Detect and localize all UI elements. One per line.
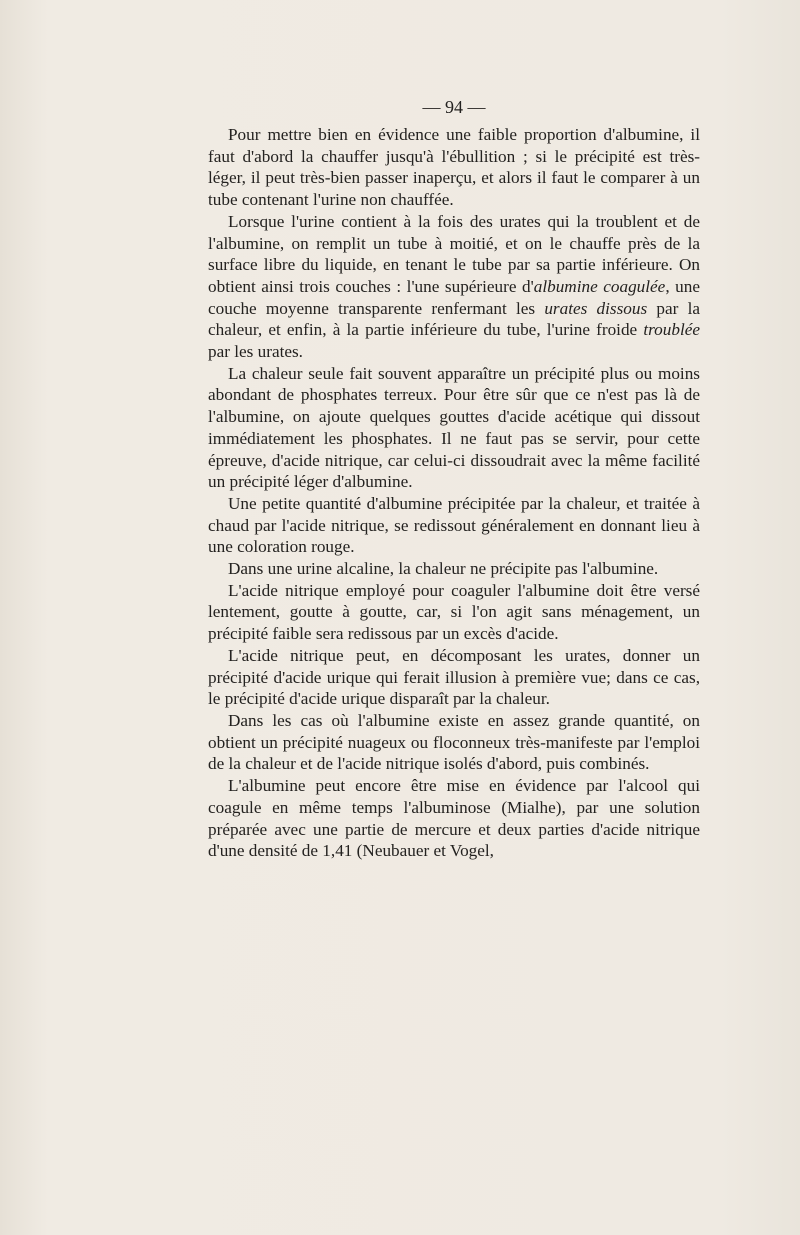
page-text-block	[208, 96, 700, 862]
paragraph	[208, 211, 700, 363]
text-run: La chaleur seule fait souvent apparaître un précipité plus ou moins abondant de phosphates terreux. Pour être sûr que ce n'est pas là de l'albumine, on ajoute quelques gouttes d'acide acétique qui dissout immédiatement les phosphates. Il ne faut pas se servir, pour cette épreuve, d'acide nitrique, car celui-ci dissoudrait avec la même facilité un précipité léger d'albumine.	[208, 363, 700, 492]
text-run: L'albumine peut encore être mise en évidence par l'alcool qui coagule en même temps l'albuminose (Mialhe), par une solution préparée avec une partie de mercure et deux parties d'acide nitrique d'une densité de 1,41 (Neubauer et Vogel,	[208, 776, 700, 861]
italic-term: albumine coagulée	[533, 276, 666, 296]
body-text	[208, 124, 700, 862]
text-run: par la chaleur, et enfin, à la partie inférieure du tube, l'urine froide	[208, 298, 700, 340]
text-run: , une couche moyenne transparente renfermant les	[208, 276, 700, 318]
text-run: L'acide nitrique employé pour coaguler l'albumine doit être versé lentement, goutte à goutte, car, si l'on agit sans ménagement, un précipité faible sera redissous par un excès d'acide.	[208, 580, 700, 644]
text-run: Lorsque l'urine contient à la fois des urates qui la troublent et de l'albumine, on remplit un tube à moitié, et on le chauffe près de la surface libre du liquide, en tenant le tube par sa partie inférieure. On obtient ainsi trois couches : l'une supérieure d'	[208, 211, 700, 296]
text-run: L'acide nitrique peut, en décomposant les urates, donner un précipité d'acide urique qui ferait illusion à première vue; dans ce cas, le précipité d'acide urique disparaît par la chaleur.	[208, 645, 700, 709]
paragraph	[208, 775, 700, 862]
italic-term: troublée	[643, 320, 700, 340]
paragraph	[208, 124, 700, 211]
paragraph	[208, 493, 700, 558]
text-run: Pour mettre bien en évidence une faible proportion d'albumine, il faut d'abord la chauffer jusqu'à l'ébullition ; si le précipité est très-léger, il peut très-bien passer inaperçu, et alors il faut le comparer à un tube contenant l'urine non chauffée.	[208, 125, 700, 210]
text-run: Dans les cas où l'albumine existe en assez grande quantité, on obtient un précipité nuageux ou floconneux très-manifeste par l'emploi de la chaleur et de l'acide nitrique isolés d'abord, puis combinés.	[208, 710, 700, 774]
paragraph	[208, 645, 700, 710]
text-run: Dans une urine alcaline, la chaleur ne précipite pas l'albumine.	[228, 559, 659, 579]
page-number: — 94 —	[422, 97, 486, 117]
text-run: Une petite quantité d'albumine précipitée par la chaleur, et traitée à chaud par l'acide nitrique, se redissout généralement en donnant lieu à une coloration rouge.	[208, 493, 700, 557]
italic-term: urates dissous	[544, 298, 648, 318]
text-run: par les urates.	[208, 342, 303, 362]
paragraph	[208, 580, 700, 645]
paragraph	[208, 363, 700, 493]
paragraph	[208, 558, 700, 580]
paragraph	[208, 710, 700, 775]
